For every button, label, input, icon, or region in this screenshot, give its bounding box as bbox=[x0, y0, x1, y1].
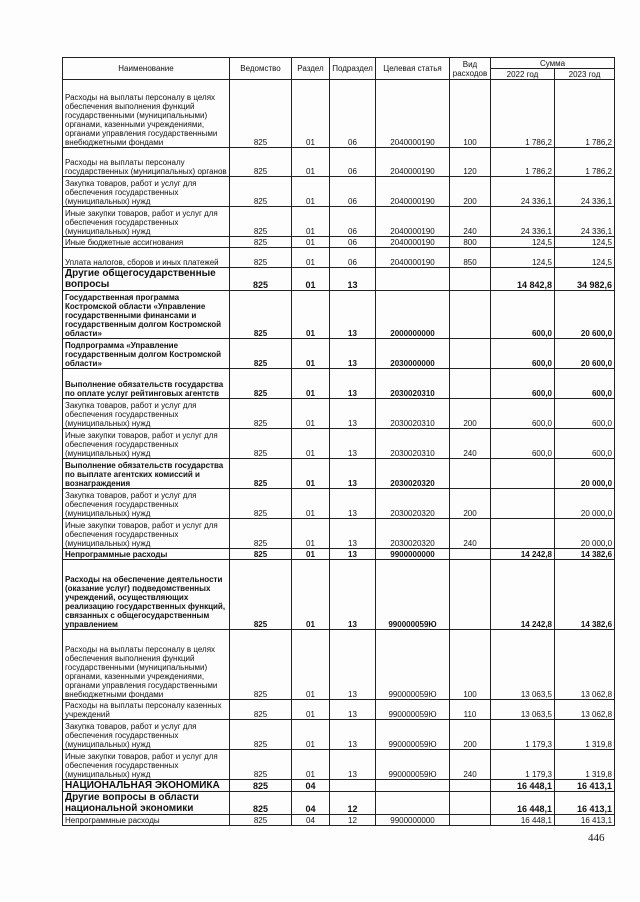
cell-vedomstvo: 825 bbox=[230, 429, 292, 459]
cell-celevaya: 2030020320 bbox=[376, 459, 450, 489]
cell-year-2022: 16 448,1 bbox=[491, 815, 555, 826]
cell-celevaya: 2040000190 bbox=[376, 177, 450, 207]
cell-name: Закупка товаров, работ и услуг для обеспечения государственных (муниципальных) нужд bbox=[63, 720, 230, 750]
cell-vid: 200 bbox=[450, 720, 491, 750]
cell-vid bbox=[450, 459, 491, 489]
table-row bbox=[63, 549, 615, 560]
cell-celevaya: 2040000190 bbox=[376, 80, 450, 148]
cell-razdel: 01 bbox=[292, 630, 330, 700]
header-razdel: Раздел bbox=[292, 58, 330, 80]
cell-vid bbox=[450, 792, 491, 815]
cell-razdel: 01 bbox=[292, 207, 330, 237]
cell-vedomstvo: 825 bbox=[230, 700, 292, 720]
table-row bbox=[63, 780, 615, 792]
cell-razdel: 04 bbox=[292, 780, 330, 792]
cell-celevaya: 2040000190 bbox=[376, 237, 450, 248]
cell-vid: 800 bbox=[450, 237, 491, 248]
cell-year-2022: 24 336,1 bbox=[491, 207, 555, 237]
cell-razdel: 01 bbox=[292, 549, 330, 560]
cell-razdel: 04 bbox=[292, 792, 330, 815]
cell-razdel: 01 bbox=[292, 489, 330, 519]
cell-year-2022: 124,5 bbox=[491, 248, 555, 268]
cell-vid: 200 bbox=[450, 177, 491, 207]
cell-podrazdel: 06 bbox=[330, 80, 376, 148]
cell-year-2023: 1 319,8 bbox=[555, 720, 615, 750]
cell-vedomstvo: 825 bbox=[230, 369, 292, 399]
cell-razdel: 01 bbox=[292, 369, 330, 399]
cell-vedomstvo: 825 bbox=[230, 780, 292, 792]
cell-name: Непрограммные расходы bbox=[63, 549, 230, 560]
cell-year-2023: 14 382,6 bbox=[555, 560, 615, 630]
cell-year-2022: 14 842,8 bbox=[491, 268, 555, 291]
cell-year-2022: 1 179,3 bbox=[491, 720, 555, 750]
cell-podrazdel: 06 bbox=[330, 248, 376, 268]
cell-vid: 110 bbox=[450, 700, 491, 720]
cell-vid: 200 bbox=[450, 489, 491, 519]
cell-year-2023: 20 600,0 bbox=[555, 291, 615, 339]
cell-year-2023: 20 600,0 bbox=[555, 339, 615, 369]
cell-podrazdel: 06 bbox=[330, 207, 376, 237]
cell-name: Расходы на выплаты персоналу государственных (муниципальных) органов bbox=[63, 148, 230, 177]
cell-year-2023: 20 000,0 bbox=[555, 459, 615, 489]
cell-vedomstvo: 825 bbox=[230, 519, 292, 549]
cell-vedomstvo: 825 bbox=[230, 248, 292, 268]
table-row bbox=[63, 207, 615, 237]
cell-vid bbox=[450, 549, 491, 560]
cell-vedomstvo: 825 bbox=[230, 549, 292, 560]
cell-year-2023: 13 062,8 bbox=[555, 630, 615, 700]
cell-celevaya: 2040000190 bbox=[376, 207, 450, 237]
cell-name: Непрограммные расходы bbox=[63, 815, 230, 826]
header-name: Наименование bbox=[63, 58, 230, 80]
cell-name: Выполнение обязательств государства по оплате услуг рейтинговых агентств bbox=[63, 369, 230, 399]
cell-name: Расходы на выплаты персоналу в целях обеспечения выполнения функций государственными (муниципальными) органами, казенными учреждениями, органами управления государственными внебюджетными фондами bbox=[63, 630, 230, 700]
table-row bbox=[63, 489, 615, 519]
cell-podrazdel: 13 bbox=[330, 750, 376, 780]
cell-name: Другие общегосударственные вопросы bbox=[63, 268, 230, 291]
cell-vid: 240 bbox=[450, 750, 491, 780]
header-year-2022: 2022 год bbox=[491, 69, 555, 80]
table-header bbox=[63, 58, 615, 80]
header-podrazdel: Подраздел bbox=[330, 58, 376, 80]
cell-celevaya: 9900000000 bbox=[376, 815, 450, 826]
cell-podrazdel: 13 bbox=[330, 700, 376, 720]
cell-podrazdel: 13 bbox=[330, 519, 376, 549]
cell-name: Закупка товаров, работ и услуг для обеспечения государственных (муниципальных) нужд bbox=[63, 489, 230, 519]
cell-razdel: 01 bbox=[292, 560, 330, 630]
cell-celevaya: 2040000190 bbox=[376, 248, 450, 268]
cell-year-2022: 16 448,1 bbox=[491, 780, 555, 792]
cell-year-2023: 20 000,0 bbox=[555, 519, 615, 549]
table-row bbox=[63, 148, 615, 177]
cell-razdel: 01 bbox=[292, 237, 330, 248]
cell-vid bbox=[450, 268, 491, 291]
cell-vedomstvo: 825 bbox=[230, 339, 292, 369]
cell-podrazdel: 13 bbox=[330, 720, 376, 750]
cell-celevaya: 2030020320 bbox=[376, 489, 450, 519]
table-row bbox=[63, 750, 615, 780]
cell-vedomstvo: 825 bbox=[230, 560, 292, 630]
cell-celevaya: 990000059Ю bbox=[376, 750, 450, 780]
cell-podrazdel: 06 bbox=[330, 177, 376, 207]
cell-year-2023: 13 062,8 bbox=[555, 700, 615, 720]
cell-name: Иные бюджетные ассигнования bbox=[63, 237, 230, 248]
cell-name: Государственная программа Костромской области «Управление государственными финансами и государственным долгом Костромской области» bbox=[63, 291, 230, 339]
table-row bbox=[63, 519, 615, 549]
cell-celevaya: 2000000000 bbox=[376, 291, 450, 339]
cell-podrazdel: 13 bbox=[330, 339, 376, 369]
cell-celevaya: 2040000190 bbox=[376, 148, 450, 177]
cell-year-2023: 1 319,8 bbox=[555, 750, 615, 780]
cell-vedomstvo: 825 bbox=[230, 207, 292, 237]
cell-year-2023: 600,0 bbox=[555, 399, 615, 429]
cell-year-2023: 16 413,1 bbox=[555, 792, 615, 815]
cell-podrazdel: 13 bbox=[330, 429, 376, 459]
table-row bbox=[63, 560, 615, 630]
cell-vid bbox=[450, 815, 491, 826]
header-vedomstvo: Ведомство bbox=[230, 58, 292, 80]
cell-vedomstvo: 825 bbox=[230, 237, 292, 248]
cell-celevaya bbox=[376, 780, 450, 792]
cell-year-2023: 16 413,1 bbox=[555, 815, 615, 826]
cell-vid: 850 bbox=[450, 248, 491, 268]
cell-vedomstvo: 825 bbox=[230, 148, 292, 177]
cell-vedomstvo: 825 bbox=[230, 720, 292, 750]
table-row bbox=[63, 720, 615, 750]
cell-year-2023: 16 413,1 bbox=[555, 780, 615, 792]
cell-razdel: 01 bbox=[292, 248, 330, 268]
cell-vid: 100 bbox=[450, 630, 491, 700]
table-row bbox=[63, 815, 615, 826]
cell-celevaya: 990000059Ю bbox=[376, 630, 450, 700]
cell-year-2023: 124,5 bbox=[555, 237, 615, 248]
cell-name: Иные закупки товаров, работ и услуг для обеспечения государственных (муниципальных) нужд bbox=[63, 519, 230, 549]
table-row bbox=[63, 792, 615, 815]
cell-razdel: 01 bbox=[292, 268, 330, 291]
cell-podrazdel: 13 bbox=[330, 630, 376, 700]
cell-name: НАЦИОНАЛЬНАЯ ЭКОНОМИКА bbox=[63, 780, 230, 792]
table-row bbox=[63, 429, 615, 459]
table-row bbox=[63, 700, 615, 720]
cell-podrazdel: 06 bbox=[330, 148, 376, 177]
cell-celevaya: 9900000000 bbox=[376, 549, 450, 560]
cell-podrazdel: 13 bbox=[330, 369, 376, 399]
cell-year-2022: 24 336,1 bbox=[491, 177, 555, 207]
cell-year-2023: 1 786,2 bbox=[555, 148, 615, 177]
cell-vedomstvo: 825 bbox=[230, 80, 292, 148]
cell-vedomstvo: 825 bbox=[230, 177, 292, 207]
cell-vedomstvo: 825 bbox=[230, 459, 292, 489]
cell-vid: 240 bbox=[450, 207, 491, 237]
cell-year-2022: 14 242,8 bbox=[491, 549, 555, 560]
cell-podrazdel bbox=[330, 780, 376, 792]
cell-celevaya: 2030000000 bbox=[376, 339, 450, 369]
cell-celevaya: 2030020310 bbox=[376, 399, 450, 429]
cell-celevaya bbox=[376, 792, 450, 815]
cell-podrazdel: 13 bbox=[330, 560, 376, 630]
cell-razdel: 01 bbox=[292, 720, 330, 750]
cell-name: Закупка товаров, работ и услуг для обеспечения государственных (муниципальных) нужд bbox=[63, 399, 230, 429]
table-row bbox=[63, 237, 615, 248]
cell-name: Иные закупки товаров, работ и услуг для обеспечения государственных (муниципальных) нужд bbox=[63, 207, 230, 237]
cell-year-2022: 1 786,2 bbox=[491, 80, 555, 148]
header-year-2023: 2023 год bbox=[555, 69, 615, 80]
cell-razdel: 01 bbox=[292, 291, 330, 339]
cell-vedomstvo: 825 bbox=[230, 291, 292, 339]
cell-vedomstvo: 825 bbox=[230, 792, 292, 815]
cell-celevaya: 990000059Ю bbox=[376, 560, 450, 630]
cell-year-2023: 14 382,6 bbox=[555, 549, 615, 560]
cell-razdel: 01 bbox=[292, 429, 330, 459]
cell-name: Иные закупки товаров, работ и услуг для обеспечения государственных (муниципальных) нужд bbox=[63, 750, 230, 780]
table-row bbox=[63, 369, 615, 399]
cell-year-2022: 1 179,3 bbox=[491, 750, 555, 780]
cell-podrazdel: 13 bbox=[330, 489, 376, 519]
cell-razdel: 01 bbox=[292, 750, 330, 780]
cell-year-2022: 600,0 bbox=[491, 291, 555, 339]
cell-razdel: 01 bbox=[292, 339, 330, 369]
cell-year-2022: 600,0 bbox=[491, 429, 555, 459]
cell-year-2022: 1 786,2 bbox=[491, 148, 555, 177]
cell-vedomstvo: 825 bbox=[230, 815, 292, 826]
cell-vedomstvo: 825 bbox=[230, 268, 292, 291]
cell-vid bbox=[450, 560, 491, 630]
cell-podrazdel: 13 bbox=[330, 549, 376, 560]
cell-year-2023: 1 786,2 bbox=[555, 80, 615, 148]
cell-podrazdel: 13 bbox=[330, 459, 376, 489]
cell-name: Подпрограмма «Управление государственным долгом Костромской области» bbox=[63, 339, 230, 369]
cell-year-2022 bbox=[491, 489, 555, 519]
cell-vid: 200 bbox=[450, 399, 491, 429]
cell-vid: 120 bbox=[450, 148, 491, 177]
table-row bbox=[63, 630, 615, 700]
table-row bbox=[63, 268, 615, 291]
cell-podrazdel: 13 bbox=[330, 399, 376, 429]
cell-podrazdel: 12 bbox=[330, 815, 376, 826]
table-row bbox=[63, 459, 615, 489]
cell-podrazdel: 13 bbox=[330, 291, 376, 339]
cell-name: Выполнение обязательств государства по выплате агентских комиссий и вознаграждения bbox=[63, 459, 230, 489]
cell-year-2023: 600,0 bbox=[555, 369, 615, 399]
cell-podrazdel: 06 bbox=[330, 237, 376, 248]
cell-razdel: 01 bbox=[292, 700, 330, 720]
table-row bbox=[63, 339, 615, 369]
cell-celevaya: 2030020310 bbox=[376, 369, 450, 399]
cell-vid bbox=[450, 780, 491, 792]
cell-vid bbox=[450, 291, 491, 339]
cell-podrazdel: 13 bbox=[330, 268, 376, 291]
cell-celevaya: 2030020320 bbox=[376, 519, 450, 549]
cell-year-2023: 600,0 bbox=[555, 429, 615, 459]
cell-vid: 240 bbox=[450, 429, 491, 459]
cell-name: Уплата налогов, сборов и иных платежей bbox=[63, 248, 230, 268]
cell-name: Другие вопросы в области национальной экономики bbox=[63, 792, 230, 815]
budget-table bbox=[62, 57, 615, 826]
cell-vedomstvo: 825 bbox=[230, 750, 292, 780]
cell-razdel: 01 bbox=[292, 519, 330, 549]
page-number: 446 bbox=[588, 832, 605, 844]
cell-razdel: 01 bbox=[292, 80, 330, 148]
cell-year-2022: 13 063,5 bbox=[491, 630, 555, 700]
cell-year-2022: 16 448,1 bbox=[491, 792, 555, 815]
cell-year-2023: 24 336,1 bbox=[555, 177, 615, 207]
cell-vid bbox=[450, 339, 491, 369]
header-celevaya: Целевая статья bbox=[376, 58, 450, 80]
cell-name: Расходы на выплаты персоналу казенных учреждений bbox=[63, 700, 230, 720]
cell-vedomstvo: 825 bbox=[230, 399, 292, 429]
cell-year-2023: 124,5 bbox=[555, 248, 615, 268]
cell-celevaya: 990000059Ю bbox=[376, 720, 450, 750]
cell-year-2022 bbox=[491, 459, 555, 489]
header-vid: Вид расходов bbox=[450, 58, 491, 80]
cell-year-2022: 600,0 bbox=[491, 369, 555, 399]
cell-year-2022: 124,5 bbox=[491, 237, 555, 248]
table-row bbox=[63, 248, 615, 268]
cell-podrazdel: 12 bbox=[330, 792, 376, 815]
cell-name: Иные закупки товаров, работ и услуг для обеспечения государственных (муниципальных) нужд bbox=[63, 429, 230, 459]
cell-name: Закупка товаров, работ и услуг для обеспечения государственных (муниципальных) нужд bbox=[63, 177, 230, 207]
cell-razdel: 04 bbox=[292, 815, 330, 826]
cell-year-2022: 600,0 bbox=[491, 399, 555, 429]
cell-name: Расходы на обеспечение деятельности (оказание услуг) подведомственных учреждений, осуществляющих реализацию государственных функций, связанных с общегосударственным управлением bbox=[63, 560, 230, 630]
cell-razdel: 01 bbox=[292, 459, 330, 489]
table-row bbox=[63, 291, 615, 339]
cell-year-2023: 34 982,6 bbox=[555, 268, 615, 291]
cell-razdel: 01 bbox=[292, 177, 330, 207]
cell-celevaya: 2030020310 bbox=[376, 429, 450, 459]
cell-vedomstvo: 825 bbox=[230, 630, 292, 700]
table-row bbox=[63, 80, 615, 148]
table-row bbox=[63, 399, 615, 429]
table-row bbox=[63, 177, 615, 207]
cell-celevaya: 990000059Ю bbox=[376, 700, 450, 720]
cell-year-2023: 20 000,0 bbox=[555, 489, 615, 519]
table-body bbox=[63, 80, 615, 826]
cell-year-2023: 24 336,1 bbox=[555, 207, 615, 237]
cell-name: Расходы на выплаты персоналу в целях обеспечения выполнения функций государственными (муниципальными) органами, казенными учреждениями, органами управления государственными внебюджетными фондами bbox=[63, 80, 230, 148]
cell-razdel: 01 bbox=[292, 148, 330, 177]
cell-year-2022 bbox=[491, 519, 555, 549]
header-summa: Сумма bbox=[491, 58, 615, 69]
cell-year-2022: 14 242,8 bbox=[491, 560, 555, 630]
cell-year-2022: 13 063,5 bbox=[491, 700, 555, 720]
cell-vid: 240 bbox=[450, 519, 491, 549]
cell-vedomstvo: 825 bbox=[230, 489, 292, 519]
cell-vid bbox=[450, 369, 491, 399]
cell-razdel: 01 bbox=[292, 399, 330, 429]
cell-year-2022: 600,0 bbox=[491, 339, 555, 369]
cell-celevaya bbox=[376, 268, 450, 291]
cell-vid: 100 bbox=[450, 80, 491, 148]
